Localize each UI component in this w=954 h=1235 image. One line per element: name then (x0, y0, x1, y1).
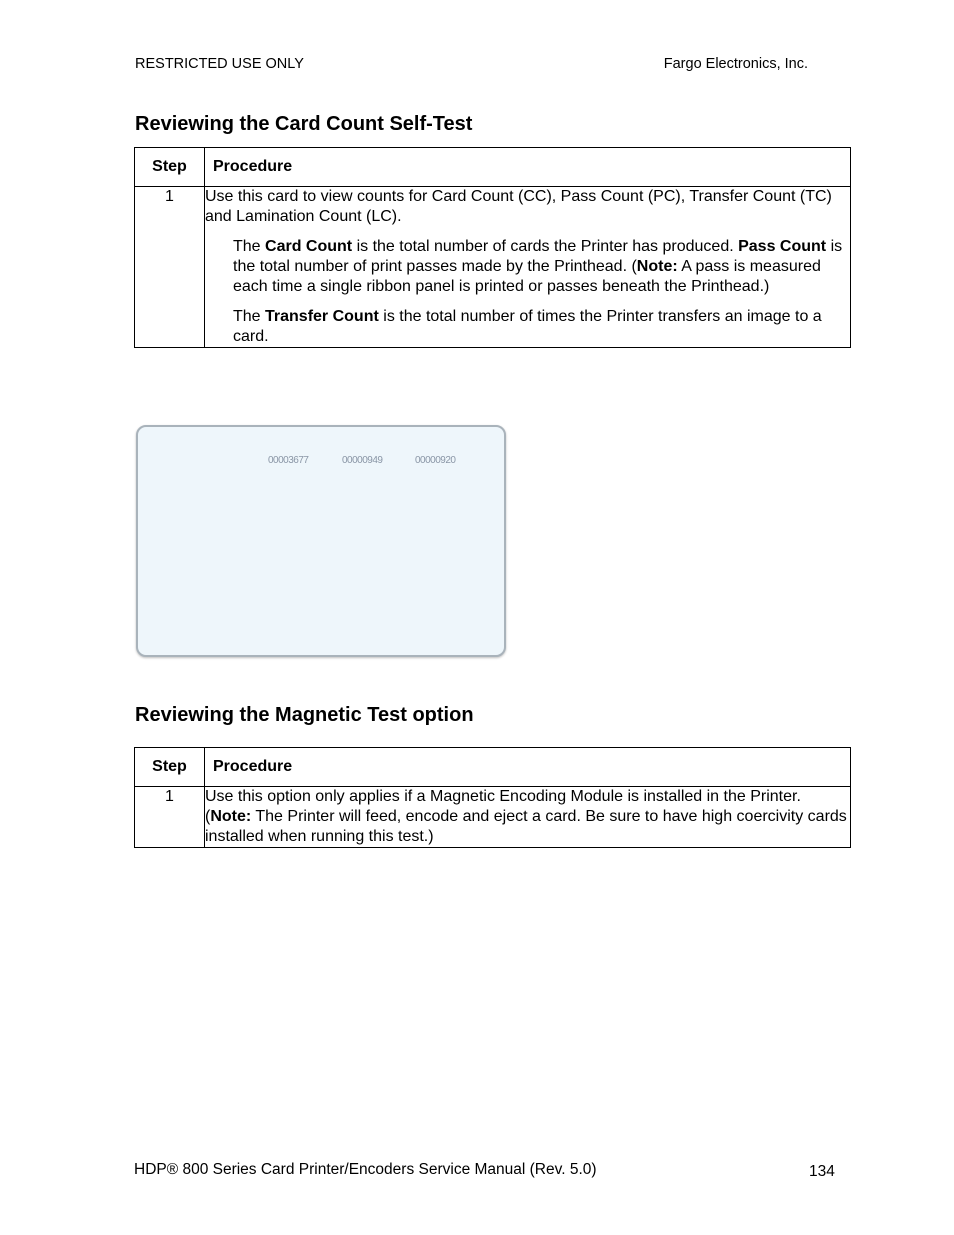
footer-manual-title: HDP® 800 Series Card Printer/Encoders Service Manual (Rev. 5.0) (134, 1161, 597, 1178)
pass-count-value: 00000949 (342, 455, 383, 466)
column-header-step: Step (135, 748, 205, 787)
procedure-paragraph: Use this option only applies if a Magnetic Encoding Module is installed in the Printer. (Note: The Printer will feed, encode and eject a card. Be sure to have high coercivity cards installed when running this test.) (205, 788, 847, 845)
procedure-paragraph: Use this card to view counts for Card Count (CC), Pass Count (PC), Transfer Count (TC) and Lamination Count (LC). (205, 188, 832, 225)
column-header-step: Step (135, 148, 205, 187)
card-count-test-card-image (136, 425, 506, 657)
header-company-name: Fargo Electronics, Inc. (663, 56, 808, 72)
procedure-table-magnetic-test (134, 747, 851, 848)
table-row (135, 187, 851, 348)
procedure-paragraph-transfer-count: The Transfer Count is the total number of times the Printer transfers an image to a card. (233, 308, 822, 345)
table-header-row (135, 748, 851, 787)
section-title-card-count: Reviewing the Card Count Self-Test (135, 113, 473, 135)
procedure-cell (205, 187, 851, 348)
column-header-procedure: Procedure (205, 748, 851, 787)
procedure-paragraph-card-count: The Card Count is the total number of cards the Printer has produced. Pass Count is the total number of print passes made by the Printhead. (Note: A pass is measured each time a single ribbon panel is printed or passes beneath the Printhead.) (233, 238, 843, 295)
footer-page-number: 134 (809, 1163, 835, 1180)
procedure-cell (205, 787, 851, 848)
step-number: 1 (135, 187, 205, 348)
table-header-row (135, 148, 851, 187)
column-header-procedure: Procedure (205, 148, 851, 187)
step-number: 1 (135, 787, 205, 848)
card-count-value: 00003677 (268, 455, 309, 466)
header-restricted-notice: RESTRICTED USE ONLY (135, 56, 304, 72)
transfer-count-value: 00000920 (415, 455, 456, 466)
table-row (135, 787, 851, 848)
section-title-magnetic-test: Reviewing the Magnetic Test option (135, 704, 474, 726)
procedure-table-card-count (134, 147, 851, 348)
